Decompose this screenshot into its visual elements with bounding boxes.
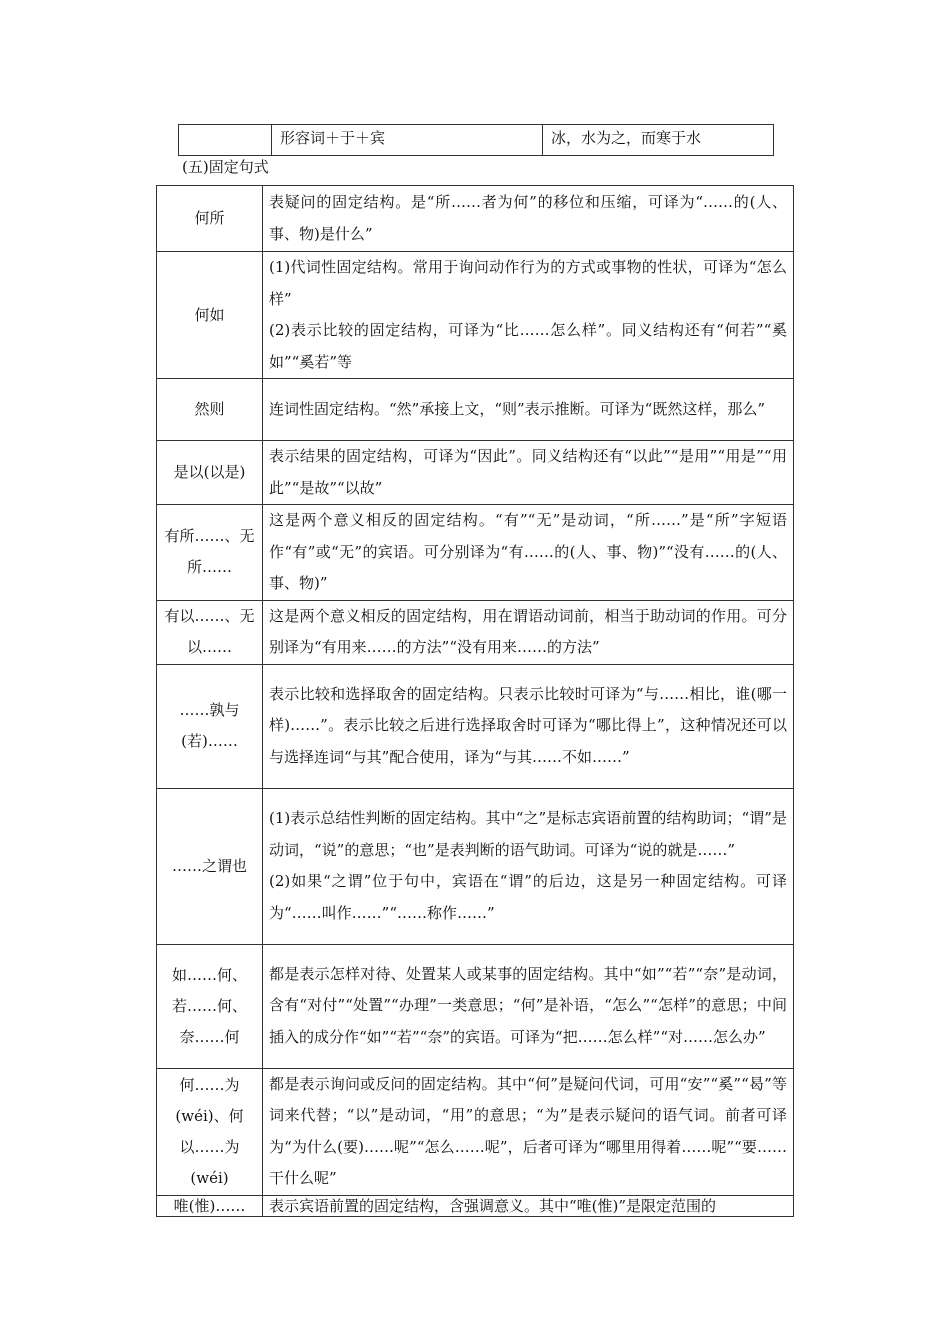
- term-cell: 唯(惟)……: [157, 1195, 263, 1216]
- desc-cell: 这是两个意义相反的固定结构，用在谓语动词前，相当于助动词的作用。可分别译为“有用来……的方法”“没有用来……的方法”: [263, 600, 794, 664]
- desc-paragraph-1: (1)代词性固定结构。常用于询问动作行为的方式或事物的性状，可译为“怎么样”: [269, 258, 787, 308]
- desc-cell: 表示结果的固定结构，可译为“因此”。同义结构还有“以此”“是用”“用是”“用此”“是故”“以故”: [263, 441, 794, 505]
- term-cell: ……孰与(若)……: [157, 664, 263, 788]
- table-row: [157, 186, 794, 252]
- desc-paragraph-1: (1)表示总结性判断的固定结构。其中“之”是标志宾语前置的结构助词；“谓”是动词，“说”的意思；“也”是表判断的语气助词。可译为“说的就是……”: [269, 809, 787, 859]
- table-row: [179, 125, 774, 156]
- table-row: [157, 1195, 794, 1216]
- table-row: [157, 505, 794, 601]
- term-cell: 何如: [157, 252, 263, 379]
- section-heading: (五)固定句式: [182, 158, 269, 176]
- table-cell-pattern: 形容词＋于＋宾: [272, 125, 543, 156]
- term-cell: 何所: [157, 186, 263, 252]
- desc-paragraph-2: (2)如果“之谓”位于句中，宾语在“谓”的后边，这是另一种固定结构。可译为“……叫作……”“……称作……”: [269, 872, 787, 922]
- term-cell: 何……为(wéi)、何以……为(wéi): [157, 1068, 263, 1195]
- comparison-table-fragment: [178, 124, 774, 156]
- desc-cell: 都是表示怎样对待、处置某人或某事的固定结构。其中“如”“若”“奈”是动词，含有“对付”“处置”“办理”一类意思；“何”是补语，“怎么”“怎样”的意思；中间插入的成分作“如”“若”“奈”的宾语。可译为“把……怎么样”“对……怎么办”: [263, 944, 794, 1068]
- desc-cell: [263, 788, 794, 944]
- desc-cell: 这是两个意义相反的固定结构。“有”“无”是动词，“所……”是“所”字短语作“有”或“无”的宾语。可分别译为“有……的(人、事、物)”“没有……的(人、事、物)”: [263, 505, 794, 601]
- term-cell: 是以(以是): [157, 441, 263, 505]
- fixed-sentence-pattern-table: [156, 185, 794, 1217]
- term-cell: 然则: [157, 379, 263, 441]
- term-cell: 有所……、无所……: [157, 505, 263, 601]
- desc-cell: 连词性固定结构。“然”承接上文，“则”表示推断。可译为“既然这样，那么”: [263, 379, 794, 441]
- desc-cell: 表疑问的固定结构。是“所……者为何”的移位和压缩，可译为“……的(人、事、物)是什么”: [263, 186, 794, 252]
- desc-cell: 表示比较和选择取舍的固定结构。只表示比较时可译为“与……相比，谁(哪一样)……”。表示比较之后进行选择取舍时可译为“哪比得上”，这种情况还可以与选择连词“与其”配合使用，译为“与其……不如……”: [263, 664, 794, 788]
- desc-cell: [263, 252, 794, 379]
- term-cell: 有以……、无以……: [157, 600, 263, 664]
- table-row: [157, 944, 794, 1068]
- term-cell: 如……何、若……何、奈……何: [157, 944, 263, 1068]
- desc-cell: 都是表示询问或反问的固定结构。其中“何”是疑问代词，可用“安”“奚”“曷”等词来代替；“以”是动词，“用”的意思；“为”是表示疑问的语气词。前者可译为“为什么(要)……呢”“怎么……呢”，后者可译为“哪里用得着……呢”“要……干什么呢”: [263, 1068, 794, 1195]
- table-row: [157, 600, 794, 664]
- desc-cell: 表示宾语前置的固定结构，含强调意义。其中“唯(惟)”是限定范围的: [263, 1195, 794, 1216]
- table-row: [157, 252, 794, 379]
- desc-paragraph-2: (2)表示比较的固定结构，可译为“比……怎么样”。同义结构还有“何若”“奚如”“奚若”等: [269, 321, 787, 371]
- table-cell-example: 冰，水为之，而寒于水: [543, 125, 774, 156]
- table-row: [157, 1068, 794, 1195]
- table-row: [157, 379, 794, 441]
- table-cell-empty: [179, 125, 272, 156]
- table-row: [157, 664, 794, 788]
- table-row: [157, 788, 794, 944]
- term-cell: ……之谓也: [157, 788, 263, 944]
- table-row: [157, 441, 794, 505]
